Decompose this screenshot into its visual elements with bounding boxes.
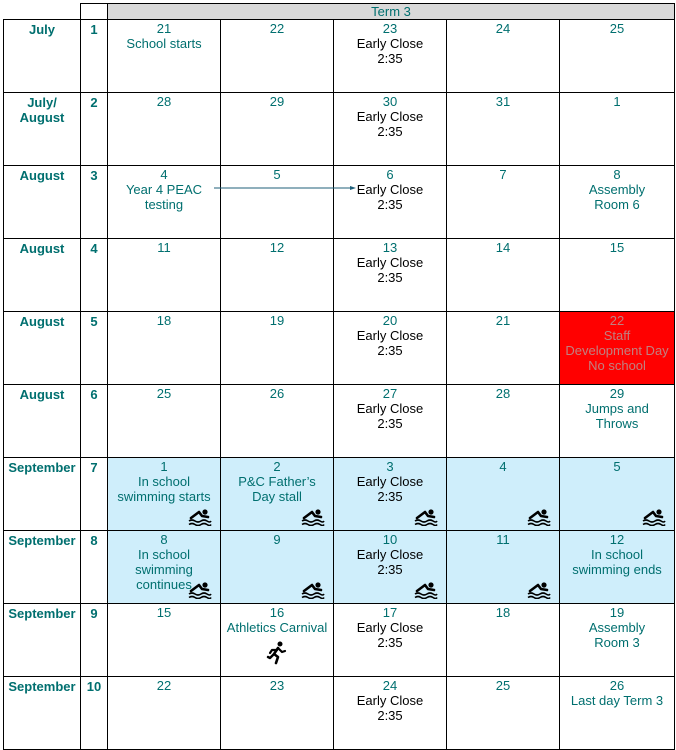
day-cell [221,677,334,750]
day-cell [221,458,334,531]
day-cell [221,604,334,677]
event-text: Early Close [356,401,424,416]
day-number: 15 [156,605,172,620]
event-text: Early Close [356,36,424,51]
day-number: 23 [382,21,398,36]
day-number: 25 [495,678,511,693]
swimmer-icon [301,581,325,599]
month-label: August [4,166,81,239]
event-text: swimming [135,562,193,577]
week-number: 3 [81,166,108,239]
day-cell [334,531,447,604]
day-cell [447,312,560,385]
day-number: 7 [499,167,507,182]
event-text: 2:35 [377,708,403,723]
day-number: 26 [269,386,285,401]
day-number: 29 [609,386,625,401]
day-number: 16 [269,605,285,620]
day-number: 18 [495,605,511,620]
event-text: Early Close [356,328,424,343]
day-cell [334,166,447,239]
swimmer-icon [527,508,551,526]
day-cell [560,93,675,166]
month-label: September [4,458,81,531]
event-text: swimming ends [572,562,662,577]
day-cell [108,239,221,312]
event-text: Throws [595,416,639,431]
day-cell [560,312,675,385]
month-label: July/ August [4,93,81,166]
day-cell [447,20,560,93]
day-cell [334,93,447,166]
day-number: 28 [495,386,511,401]
day-cell [560,166,675,239]
day-cell [560,385,675,458]
month-label: September [4,677,81,750]
event-text: P&C Father’s [238,474,316,489]
event-text: Year 4 PEAC [125,182,203,197]
term-heading: Term 3 [108,4,675,20]
event-text: Athletics Carnival [226,620,328,635]
day-number: 24 [495,21,511,36]
day-cell [221,93,334,166]
event-text: In school [137,474,191,489]
day-cell [221,312,334,385]
week-row [4,20,675,93]
month-label: August [4,385,81,458]
day-cell [334,20,447,93]
month-label: August [4,239,81,312]
day-cell [334,604,447,677]
week-row [4,166,675,239]
event-text: Day stall [252,489,302,504]
event-text: No school [588,358,646,373]
day-cell [334,677,447,750]
day-cell [447,531,560,604]
arrow-right-icon [214,186,356,190]
day-number: 20 [382,313,398,328]
swimmer-icon [188,581,212,599]
day-cell [560,604,675,677]
event-text: 2:35 [377,635,403,650]
day-number: 31 [495,94,511,109]
event-text: Early Close [356,474,424,489]
day-number: 21 [156,21,172,36]
day-number: 30 [382,94,398,109]
day-number: 25 [609,21,625,36]
swimmer-icon [414,581,438,599]
event-text: Room 3 [594,635,640,650]
week-number: 4 [81,239,108,312]
day-number: 22 [269,21,285,36]
event-text: Early Close [356,255,424,270]
event-text: Assembly [588,620,646,635]
event-text: testing [144,197,184,212]
day-number: 4 [160,167,168,182]
day-number: 15 [609,240,625,255]
header-row [4,4,675,20]
day-number: 19 [269,313,285,328]
day-number: 21 [495,313,511,328]
day-number: 9 [273,532,281,547]
week-row [4,531,675,604]
event-text: 2:35 [377,270,403,285]
day-cell [447,93,560,166]
day-cell [108,93,221,166]
event-text: Last day Term 3 [570,693,664,708]
day-number: 29 [269,94,285,109]
event-text: Early Close [356,182,424,197]
day-cell [108,531,221,604]
day-cell [108,166,221,239]
week-row [4,312,675,385]
week-row [4,239,675,312]
week-number: 2 [81,93,108,166]
event-text: 2:35 [377,124,403,139]
day-number: 22 [609,313,625,328]
day-number: 3 [386,459,394,474]
runner-icon [266,641,288,665]
day-number: 22 [156,678,172,693]
day-cell [334,385,447,458]
swimmer-icon [642,508,666,526]
day-cell [221,531,334,604]
day-number: 12 [269,240,285,255]
day-number: 17 [382,605,398,620]
day-cell [447,677,560,750]
day-number: 4 [499,459,507,474]
day-number: 5 [273,167,281,182]
week-number: 9 [81,604,108,677]
day-cell [221,239,334,312]
swimmer-icon [188,508,212,526]
event-text: 2:35 [377,343,403,358]
day-number: 14 [495,240,511,255]
event-text: Early Close [356,693,424,708]
day-number: 1 [613,94,621,109]
day-number: 26 [609,678,625,693]
event-text: 2:35 [377,489,403,504]
week-row [4,458,675,531]
day-cell [560,677,675,750]
day-number: 28 [156,94,172,109]
event-text: continues [136,577,192,592]
day-number: 24 [382,678,398,693]
day-cell [447,385,560,458]
event-text: Jumps and [585,401,649,416]
week-number: 1 [81,20,108,93]
week-number: 10 [81,677,108,750]
week-number: 7 [81,458,108,531]
event-text: Early Close [356,620,424,635]
month-label: September [4,604,81,677]
day-cell [108,604,221,677]
day-cell [108,20,221,93]
day-cell [221,166,334,239]
event-text: swimming starts [117,489,211,504]
event-text: Early Close [356,109,424,124]
day-number: 1 [160,459,168,474]
event-text: Assembly [588,182,646,197]
day-cell [447,458,560,531]
week-row [4,385,675,458]
header-blank-month [4,4,81,20]
swimmer-icon [414,508,438,526]
header-blank-week [81,4,108,20]
day-cell [560,458,675,531]
event-text: Room 6 [594,197,640,212]
day-number: 2 [273,459,281,474]
day-cell [447,239,560,312]
day-number: 11 [157,240,171,255]
day-cell [447,166,560,239]
day-number: 10 [382,532,398,547]
day-number: 8 [613,167,621,182]
day-number: 19 [609,605,625,620]
event-text: 2:35 [377,416,403,431]
event-text: In school [590,547,644,562]
day-cell [108,677,221,750]
week-row [4,93,675,166]
day-cell [560,239,675,312]
day-number: 6 [386,167,394,182]
day-number: 8 [160,532,168,547]
day-cell [221,385,334,458]
month-label: July [4,20,81,93]
day-number: 18 [156,313,172,328]
day-number: 12 [609,532,625,547]
day-number: 25 [156,386,172,401]
swimmer-icon [301,508,325,526]
day-number: 11 [496,532,510,547]
week-row [4,677,675,750]
week-row [4,604,675,677]
month-label: September [4,531,81,604]
day-cell [334,458,447,531]
day-number: 13 [382,240,398,255]
event-text: Staff [603,328,631,343]
day-cell [560,20,675,93]
event-text: 2:35 [377,197,403,212]
event-text: 2:35 [377,51,403,66]
day-cell [221,20,334,93]
event-text: School starts [126,36,202,51]
term-calendar [3,3,675,750]
event-text: In school [137,547,191,562]
day-cell [334,239,447,312]
week-number: 8 [81,531,108,604]
day-cell [447,604,560,677]
week-number: 5 [81,312,108,385]
month-label: August [4,312,81,385]
event-text: Early Close [356,547,424,562]
event-text: 2:35 [377,562,403,577]
day-cell [108,312,221,385]
day-cell [108,385,221,458]
week-number: 6 [81,385,108,458]
day-number: 23 [269,678,285,693]
event-text: Development Day [565,343,669,358]
day-cell [334,312,447,385]
day-cell [108,458,221,531]
day-number: 27 [382,386,398,401]
day-number: 5 [613,459,621,474]
swimmer-icon [527,581,551,599]
day-cell [560,531,675,604]
